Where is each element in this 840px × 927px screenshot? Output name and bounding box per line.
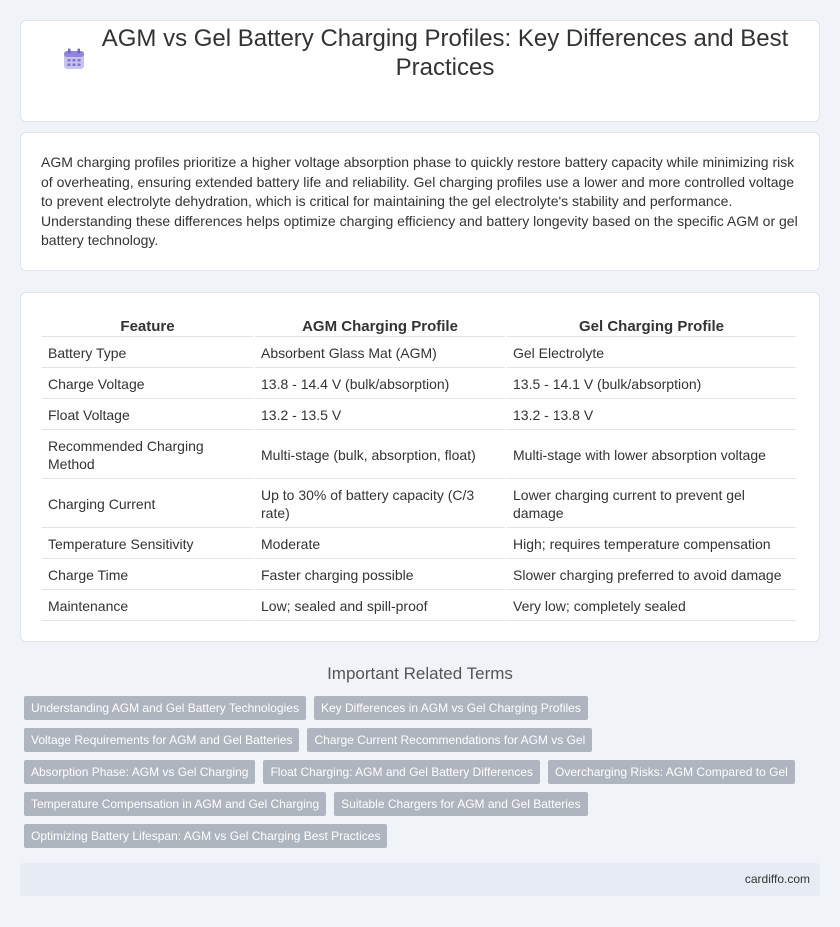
table-cell: Multi-stage with lower absorption voltage (507, 432, 796, 479)
header-gel: Gel Charging Profile (507, 315, 796, 337)
table-cell: Float Voltage (42, 401, 253, 430)
header-agm: AGM Charging Profile (255, 315, 505, 337)
table-cell: Charge Time (42, 561, 253, 590)
related-term-tag[interactable]: Understanding AGM and Gel Battery Technologies (24, 696, 306, 720)
header-feature: Feature (42, 315, 253, 337)
table-row (42, 561, 796, 590)
table-cell: Maintenance (42, 592, 253, 621)
table-cell: Absorbent Glass Mat (AGM) (255, 339, 505, 368)
table-cell: Recommended Charging Method (42, 432, 253, 479)
table-cell: High; requires temperature compensation (507, 530, 796, 559)
table-row (42, 370, 796, 399)
table-row (42, 481, 796, 528)
page-title: AGM vs Gel Battery Charging Profiles: Key Differences and Best Practices (101, 25, 789, 81)
comparison-table-card (20, 292, 820, 642)
table-row (42, 401, 796, 430)
table-cell: Multi-stage (bulk, absorption, float) (255, 432, 505, 479)
table-cell: Charge Voltage (42, 370, 253, 399)
table-cell: Lower charging current to prevent gel damage (507, 481, 796, 528)
related-term-tag[interactable]: Temperature Compensation in AGM and Gel Charging (24, 792, 326, 816)
table-row (42, 432, 796, 479)
table-cell: 13.2 - 13.5 V (255, 401, 505, 430)
related-terms-list (24, 696, 814, 856)
related-term-tag[interactable]: Absorption Phase: AGM vs Gel Charging (24, 760, 255, 784)
intro-paragraph: AGM charging profiles prioritize a higher voltage absorption phase to quickly restore battery capacity while minimizing risk of overheating, ensuring extended battery life and reliability. Gel charging profiles use a lower and more controlled voltage to prevent electrolyte dehydration, which is critical for maintaining the gel electrolyte's stability and performance. Understanding these differences helps optimize charging efficiency and battery longevity based on the specific AGM or gel battery technology. (41, 154, 798, 248)
table-cell: Low; sealed and spill-proof (255, 592, 505, 621)
related-term-tag[interactable]: Suitable Chargers for AGM and Gel Batteries (334, 792, 587, 816)
table-cell: Charging Current (42, 481, 253, 528)
table-cell: 13.5 - 14.1 V (bulk/absorption) (507, 370, 796, 399)
table-cell: 13.8 - 14.4 V (bulk/absorption) (255, 370, 505, 399)
footer (20, 863, 820, 896)
table-row (42, 339, 796, 368)
table-cell: Slower charging preferred to avoid damage (507, 561, 796, 590)
table-cell: 13.2 - 13.8 V (507, 401, 796, 430)
intro-card (20, 132, 820, 271)
table-row (42, 592, 796, 621)
table-cell: Battery Type (42, 339, 253, 368)
related-term-tag[interactable]: Float Charging: AGM and Gel Battery Differences (263, 760, 540, 784)
table-row (42, 530, 796, 559)
table-header-row (42, 315, 796, 337)
related-term-tag[interactable]: Optimizing Battery Lifespan: AGM vs Gel Charging Best Practices (24, 824, 387, 848)
related-term-tag[interactable]: Charge Current Recommendations for AGM vs Gel (307, 728, 592, 752)
footer-site-link[interactable]: cardiffo.com (744, 872, 810, 886)
comparison-table (40, 313, 798, 623)
related-term-tag[interactable]: Voltage Requirements for AGM and Gel Batteries (24, 728, 299, 752)
table-cell: Temperature Sensitivity (42, 530, 253, 559)
related-term-tag[interactable]: Overcharging Risks: AGM Compared to Gel (548, 760, 795, 784)
table-cell: Faster charging possible (255, 561, 505, 590)
table-cell: Very low; completely sealed (507, 592, 796, 621)
table-cell: Moderate (255, 530, 505, 559)
related-term-tag[interactable]: Key Differences in AGM vs Gel Charging Profiles (314, 696, 588, 720)
table-cell: Up to 30% of battery capacity (C/3 rate) (255, 481, 505, 528)
table-cell: Gel Electrolyte (507, 339, 796, 368)
related-terms-heading: Important Related Terms (327, 664, 513, 683)
